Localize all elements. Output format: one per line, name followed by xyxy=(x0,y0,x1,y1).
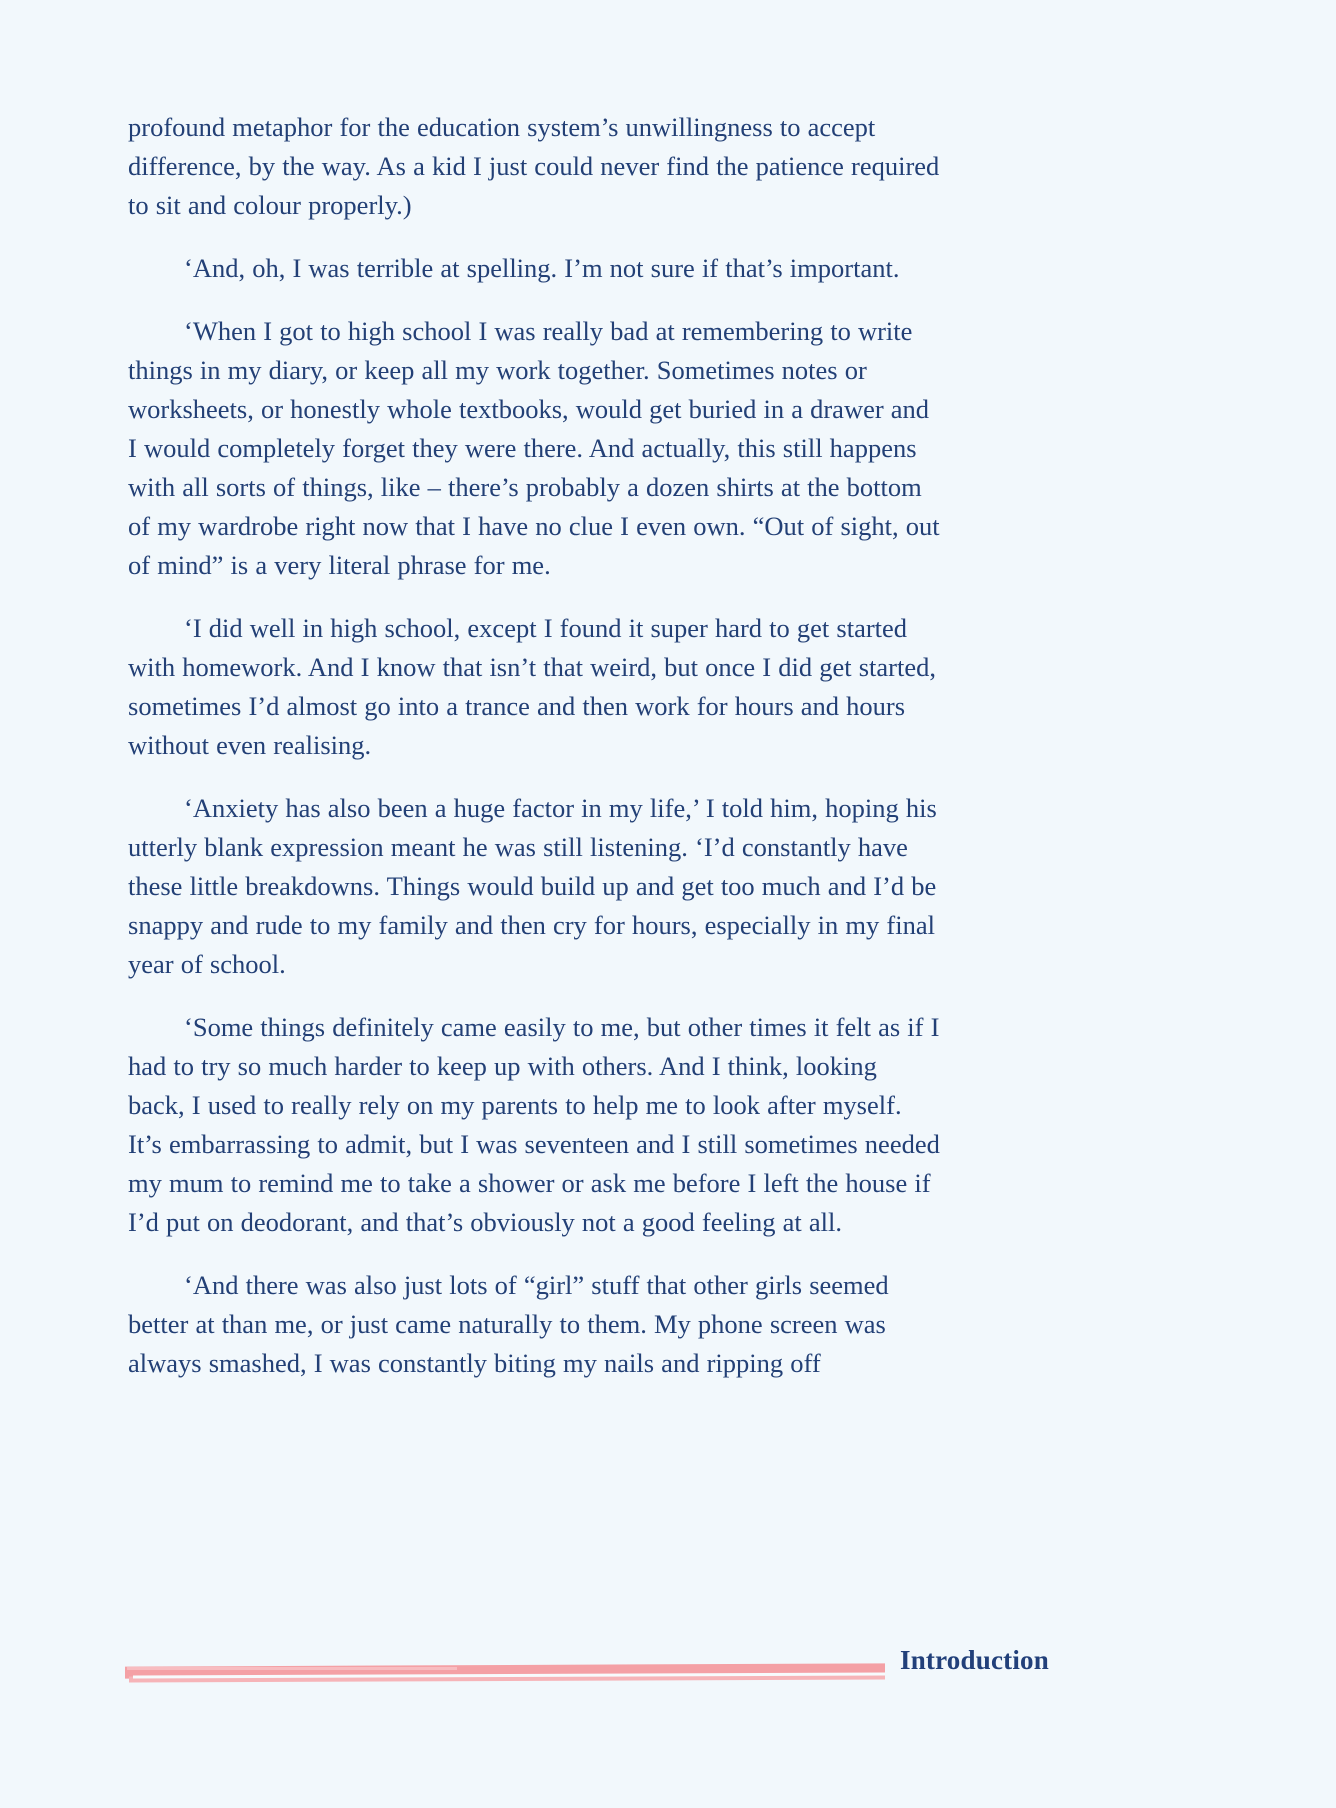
rule-highlight-streak xyxy=(127,1667,457,1670)
running-head-label: Introduction xyxy=(900,1645,1049,1675)
page-text-block xyxy=(128,108,940,1383)
paragraph-continued: profound metaphor for the education system’s unwillingness to accept difference, by the way. As a kid I just could never find the patience required to sit and colour properly.) xyxy=(128,112,940,220)
paragraph-homework: ‘I did well in high school, except I found it super hard to get started with homework. And I know that isn’t that weird, but once I did get started, sometimes I’d almost go into a trance and then work for hours and hours without even realising. xyxy=(128,613,936,760)
paragraph-anxiety: ‘Anxiety has also been a huge factor in my life,’ I told him, hoping his utterly blank expression meant he was still listening. ‘I’d constantly have these little breakdowns. Things would build up and get too much and I’d be snappy and rude to my family and then cry for hours, especially in my final year of school. xyxy=(128,793,937,979)
paragraph-high-school-diary: ‘When I got to high school I was really bad at remembering to write things in my diary, or keep all my work together. Sometimes notes or worksheets, or honestly whole textbooks, would get buried in a drawer and I would completely forget they were there. And actually, this still happens with all sorts of things, like – there’s probably a dozen shirts at the bottom of my wardrobe right now that I have no clue I even own. “Out of sight, out of mind” is a very literal phrase for me. xyxy=(128,316,940,580)
paragraph-girl-stuff: ‘And there was also just lots of “girl” stuff that other girls seemed better at than me, or just came naturally to them. My phone screen was always smashed, I was constantly biting my nails and ripping off xyxy=(128,1270,889,1378)
page-footer xyxy=(0,1640,1336,1710)
paragraph-some-things: ‘Some things definitely came easily to me, but other times it felt as if I had to try so much harder to keep up with others. And I think, looking back, I used to really rely on my parents to help me to look after myself. It’s embarrassing to admit, but I was seventeen and I still sometimes needed my mum to remind me to take a shower or ask me before I left the house if I’d put on deodorant, and that’s obviously not a good feeling at all. xyxy=(128,1012,940,1237)
paragraph-spelling: ‘And, oh, I was terrible at spelling. I’m not sure if that’s important. xyxy=(184,253,900,283)
footer-decorative-rule xyxy=(125,1662,885,1686)
